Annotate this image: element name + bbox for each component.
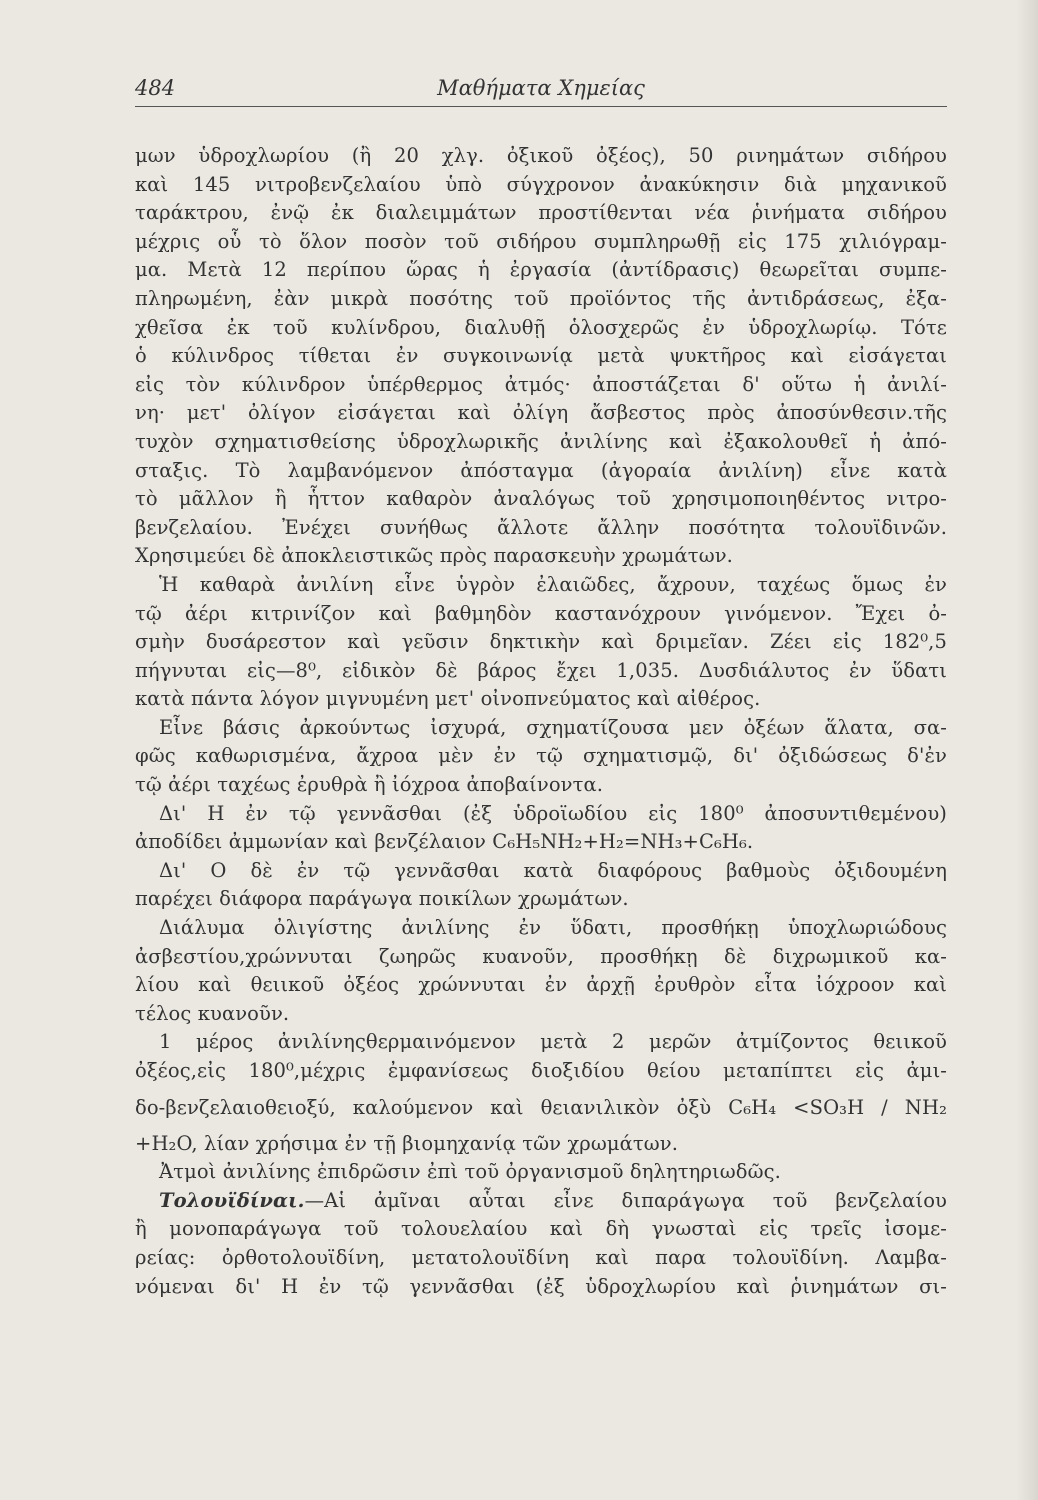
paragraph-sulfanilic-acid (135, 1028, 947, 1158)
paragraph-toxicity (135, 1158, 947, 1187)
paragraph-oxygen-reaction (135, 857, 947, 914)
text-line: ρείας: ὀρθοτολουϊδίνη, μετατολουϊδίνη καὶ παρα τολουϊδίνη. Λαμβα- (135, 1245, 947, 1269)
text-line: Δι' Ο δὲ ἐν τῷ γεννᾶσθαι κατὰ διαφόρους βαθμοὺς ὀξιδουμένη (159, 858, 947, 882)
text-line: νη· μετ' ὀλίγον εἰσάγεται καὶ ὀλίγη ἄσβεστος πρὸς ἀποσύνθεσιν.τῆς (135, 401, 947, 425)
body-text (135, 142, 947, 1301)
text-line: ὁ κύλινδρος τίθεται ἐν συγκοινωνίᾳ μετὰ ψυκτῆρος καὶ εἰσάγεται (135, 344, 947, 368)
text-line: ἀποδίδει ἀμμωνίαν καὶ βενζέλαιον C₆H₅NH₂+H₂=NH₃+C₆H₆. (135, 830, 754, 854)
paragraph-toluidines (135, 1187, 947, 1301)
page-number: 484 (135, 76, 176, 100)
text-line: Χρησιμεύει δὲ ἀποκλειστικῶς πρὸς παρασκευὴν χρωμάτων. (135, 544, 733, 568)
text-line: τῷ ἀέρι κιτρινίζον καὶ βαθμηδὸν καστανόχρουν γινόμενον. Ἔχει ὀ- (135, 601, 947, 625)
header-rule (135, 106, 947, 107)
text-line: τῷ ἀέρι ταχέως ἐρυθρὰ ἢ ἰόχροα ἀποβαίνοντα. (135, 773, 604, 797)
text-line: κατὰ πάντα λόγον μιγνυμένη μετ' οἰνοπνεύματος καὶ αἰθέρος. (135, 687, 761, 711)
text-line: ἢ μονοπαράγωγα τοῦ τολουελαίου καὶ δὴ γνωσταὶ εἰς τρεῖς ἰσομε- (135, 1217, 947, 1241)
text-line: καὶ 145 νιτροβενζελαίου ὑπὸ σύγχρονον ἀνακύκησιν διὰ μηχανικοῦ (135, 172, 947, 196)
text-line: τέλος κυανοῦν. (135, 1001, 290, 1025)
text-line: σμὴν δυσάρεστον καὶ γεῦσιν δηκτικὴν καὶ δριμεῖαν. Ζέει εἰς 182⁰,5 (135, 630, 947, 654)
text-run: —Αἱ ἀμῖναι αὗται εἶνε διπαράγωγα τοῦ βενζελαίου (304, 1188, 947, 1212)
text-line: τυχὸν σχηματισθείσης ὑδροχλωρικῆς ἀνιλίνης καὶ ἐξακολουθεῖ ἡ ἀπό- (135, 429, 947, 453)
running-title: Μαθήματα Χημείας (437, 76, 645, 100)
text-line: χθεῖσα ἐκ τοῦ κυλίνδρου, διαλυθῇ ὁλοσχερῶς ἐν ὑδροχλωρίῳ. Τότε (135, 315, 947, 339)
text-line: μα. Μετὰ 12 περίπου ὥρας ἡ ἐργασία (ἀντίδρασις) θεωρεῖται συμπε- (135, 258, 947, 282)
page-edge-shadow (1016, 0, 1038, 1500)
text-line: ταράκτρου, ἐνῷ ἐκ διαλειμμάτων προστίθενται νέα ῥινήματα σιδήρου (135, 201, 947, 225)
paragraph-hydrogen-reaction (135, 800, 947, 857)
text-line: μέχρις οὗ τὸ ὅλον ποσὸν τοῦ σιδήρου συμπληρωθῇ εἰς 175 χιλιόγραμ- (135, 229, 947, 253)
text-line: ἀσβεστίου,χρώννυται ζωηρῶς κυανοῦν, προσθήκῃ δὲ διχρωμικοῦ κα- (135, 944, 947, 968)
paragraph-aniline-preparation (135, 142, 947, 571)
text-line: λίου καὶ θειικοῦ ὀξέος χρώννυται ἐν ἀρχῇ ἐρυθρὸν εἶτα ἰόχροον καὶ (135, 973, 947, 997)
text-line: μων ὑδροχλωρίου (ἢ 20 χλγ. ὀξικοῦ ὀξέος), 50 ρινημάτων σιδήρου (135, 144, 947, 167)
text-line-with-heading (135, 1187, 947, 1216)
text-line: πήγνυται εἰς—8⁰, εἰδικὸν δὲ βάρος ἔχει 1,035. Δυσδιάλυτος ἐν ὕδατι (135, 658, 947, 682)
text-line: πληρωμένη, ἐὰν μικρὰ ποσότης τοῦ προϊόντος τῆς ἀντιδράσεως, ἐξα- (135, 286, 947, 310)
text-line: σταξις. Τὸ λαμβανόμενον ἀπόσταγμα (ἀγοραία ἀνιλίνη) εἶνε κατὰ (135, 458, 947, 482)
text-line: νόμεναι δι' Η ἐν τῷ γεννᾶσθαι (ἐξ ὑδροχλωρίου καὶ ῥινημάτων σι- (135, 1274, 947, 1298)
page-header (135, 70, 947, 110)
text-line: Ἡ καθαρὰ ἀνιλίνη εἶνε ὑγρὸν ἐλαιῶδες, ἄχρουν, ταχέως ὅμως ἐν (159, 572, 947, 596)
text-line: Ἀτμοὶ ἀνιλίνης ἐπιδρῶσιν ἐπὶ τοῦ ὀργανισμοῦ δηλητηριωδῶς. (159, 1160, 781, 1184)
text-line: +H₂O, λίαν χρήσιμα ἐν τῇ βιομηχανίᾳ τῶν χρωμάτων. (135, 1131, 679, 1155)
text-line: Εἶνε βάσις ἀρκούντως ἰσχυρά, σχηματίζουσα μεν ὀξέων ἅλατα, σα- (159, 715, 947, 739)
text-line: εἰς τὸν κύλινδρον ὑπέρθερμος ἀτμός· ἀποστάζεται δ' οὕτω ἡ ἀνιλί- (135, 372, 947, 396)
paragraph-base-properties (135, 714, 947, 800)
text-line: φῶς καθωρισμένα, ἄχροα μὲν ἐν τῷ σχηματισμῷ, δι' ὀξιδώσεως δ'ἐν (135, 744, 947, 768)
text-line-formula: δο-βενζελαιοθειοξύ, καλούμενον καὶ θειανιλικὸν ὀξὺ C₆H₄ <SO₃H / NH₂ (135, 1095, 947, 1119)
paragraph-color-reactions (135, 914, 947, 1028)
text-line: βενζελαίου. Ἐνέχει συνήθως ἄλλοτε ἄλλην ποσότητα τολουϊδινῶν. (135, 515, 947, 539)
text-line: ὀξέος,εἰς 180⁰,μέχρις ἐμφανίσεως διοξιδίου θείου μεταπίπτει εἰς ἀμι- (135, 1059, 947, 1082)
text-line: τὸ μᾶλλον ἢ ἧττον καθαρὸν ἀναλόγως τοῦ χρησιμοποιηθέντος νιτρο- (135, 487, 947, 511)
text-line: παρέχει διάφορα παράγωγα ποικίλων χρωμάτων. (135, 887, 629, 911)
text-line: 1 μέρος ἀνιλίνηςθερμαινόμενον μετὰ 2 μερῶν ἀτμίζοντος θειικοῦ (159, 1030, 947, 1054)
paragraph-pure-aniline (135, 571, 947, 714)
text-line: Δι' Η ἐν τῷ γεννᾶσθαι (ἐξ ὑδροϊωδίου εἰς 180⁰ ἀποσυντιθεμένου) (159, 801, 947, 825)
section-heading: Τολουϊδίναι. (159, 1188, 305, 1212)
text-line: Διάλυμα ὀλιγίστης ἀνιλίνης ἐν ὕδατι, προσθήκῃ ὑποχλωριώδους (159, 916, 947, 940)
